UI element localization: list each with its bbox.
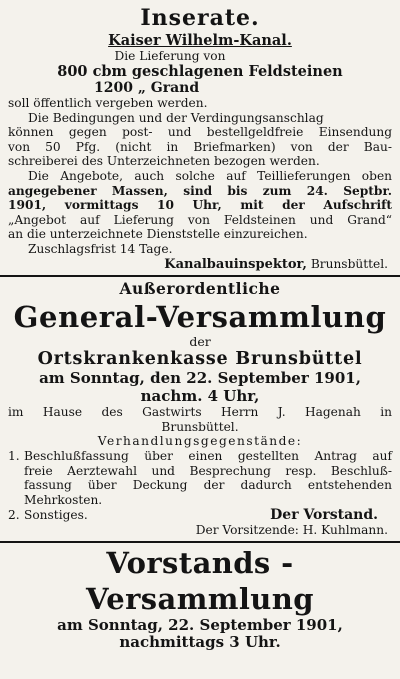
ad3-date: am Sonntag, 22. September 1901, [57, 615, 343, 634]
ad2-chair: Der Vorsitzende: H. Kuhlmann. [195, 523, 388, 538]
agenda-item-number: 1. [8, 449, 20, 463]
divider [0, 275, 400, 277]
ad1-intro: Die Lieferung von [114, 49, 226, 63]
ad2-board: Der Vorstand. [270, 507, 378, 524]
ad1-title: Kaiser Wilhelm-Kanal. [108, 32, 292, 49]
ad1-quantity-2: 1200 „ Grand [94, 80, 200, 97]
ad2-place-line-1: im Hause des Gastwirts Herrn J. Hagenah in [8, 405, 392, 420]
divider [0, 541, 400, 543]
ad1-quantity-1: 800 cbm geschlagenen Feldsteinen [57, 62, 343, 80]
ad1-body-line: von 50 Pfg. (nicht in Briefmarken) von der Bau- [8, 139, 392, 154]
ad1-body-line: „Angebot auf Lieferung von Feldsteinen und Grand“ [8, 212, 392, 227]
ad1-body-line: angegebener Massen, sind bis zum 24. Septbr. [8, 183, 392, 198]
ad2-der: der [189, 334, 211, 350]
ad2-time: nachm. 4 Uhr, [140, 386, 260, 405]
ad2-pretitle: Außerordentliche [119, 279, 281, 299]
ad1-body-line: können gegen post- und bestellgeldfreie Einsendung [8, 125, 392, 140]
ad1-body-line: Die Angebote, auch solche auf Teillieferungen oben [28, 169, 392, 184]
agenda-item-number: 2. [8, 508, 20, 523]
agenda-item-line: Sonstiges. [24, 508, 88, 523]
ad2-date: am Sonntag, den 22. September 1901, [39, 369, 361, 388]
ad2-agenda-title: Verhandlungsgegenstände: [97, 434, 303, 449]
ad2-agenda [8, 449, 392, 523]
ad3-time: nachmittags 3 Uhr. [119, 633, 281, 652]
ad1-body-line: Zuschlagsfrist 14 Tage. [28, 242, 173, 257]
ad1-signature-title: Kanalbauinspektor, [164, 256, 307, 272]
ad1-body-line: 1901, vormittags 10 Uhr, mit der Aufschrift [8, 198, 392, 213]
ad1-body-line: Die Bedingungen und der Verdingungsanschlag [28, 110, 324, 125]
agenda-item-line: Mehrkosten. [24, 492, 103, 507]
agenda-item-line: Beschlußfassung über einen gestellten Antrag auf [24, 449, 392, 463]
ad2-organization: Ortskrankenkasse Brunsbüttel [37, 349, 363, 370]
ad1-signature-place: Brunsbüttel. [310, 256, 388, 271]
ad1-signature [8, 257, 392, 273]
section-header: Inserate. [140, 5, 260, 31]
agenda-item [8, 507, 392, 523]
ad2-title: General-Versammlung [13, 300, 387, 335]
agenda-item-line: freie Aerztewahl und Besprechung resp. Beschluß- [24, 463, 392, 478]
agenda-item [8, 449, 392, 507]
ad3-title: Vorstands - Versammlung [86, 545, 314, 616]
ad1-body [8, 96, 392, 257]
ad1-body-line: an die unterzeichnete Dienststelle einzureichen. [8, 227, 308, 242]
ad1-body-line: soll öffentlich vergeben werden. [8, 96, 208, 111]
ad1-body-line: schreiberei des Unterzeichneten bezogen werden. [8, 154, 320, 169]
agenda-item-line: fassung über Deckung der dadurch entstehenden [24, 478, 392, 493]
ad2-place-line-2: Brunsbüttel. [161, 419, 239, 434]
